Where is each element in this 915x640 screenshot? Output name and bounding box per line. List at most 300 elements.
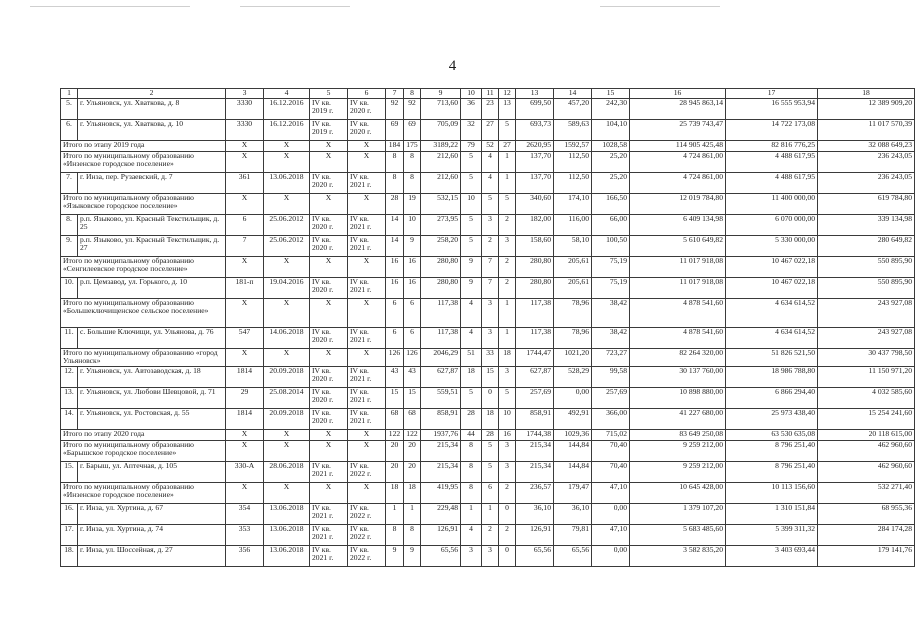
column-number-header: [61, 89, 915, 99]
table-cell: X: [264, 482, 310, 503]
table-row: [61, 277, 915, 298]
table-row: [61, 214, 915, 235]
table-row: [61, 235, 915, 256]
table-cell: 236,57: [516, 482, 554, 503]
table-cell: X: [226, 348, 264, 366]
table-cell: 58,10: [554, 235, 592, 256]
table-cell: 122: [404, 429, 421, 440]
table-cell: 27: [499, 140, 516, 151]
table-cell: 83 649 250,08: [630, 429, 726, 440]
table-cell: 4 724 861,00: [630, 151, 726, 172]
table-cell: 18: [499, 348, 516, 366]
table-cell: 28.06.2018: [264, 461, 310, 482]
table-cell: 68: [386, 408, 404, 429]
table-cell: 75,19: [592, 256, 630, 277]
table-cell: 6 866 294,40: [726, 387, 818, 408]
table-cell: 28: [386, 193, 404, 214]
table-cell: 8: [386, 151, 404, 172]
table-cell: 9: [404, 545, 421, 566]
table-cell: 10 467 022,18: [726, 277, 818, 298]
table-cell: 20: [386, 461, 404, 482]
table-cell: 4 032 585,60: [818, 387, 915, 408]
table-cell: 179 141,76: [818, 545, 915, 566]
table-cell: 699,50: [516, 98, 554, 119]
table-cell: 243 927,08: [818, 298, 915, 327]
table-cell: 11 017 570,39: [818, 119, 915, 140]
table-cell: Итого по муниципальному образованию «Инзенское городское поселение»: [61, 482, 226, 503]
column-number: 7: [386, 89, 404, 99]
table-cell: 47,10: [592, 482, 630, 503]
table-cell: X: [264, 256, 310, 277]
table-cell: 38,42: [592, 298, 630, 327]
table-cell: 1937,76: [421, 429, 461, 440]
table-cell: 550 895,90: [818, 277, 915, 298]
total-row: [61, 429, 915, 440]
table-cell: 4 488 617,95: [726, 151, 818, 172]
column-number: 16: [630, 89, 726, 99]
table-cell: 25,20: [592, 172, 630, 193]
table-cell: 1814: [226, 366, 264, 387]
table-cell: 25,20: [592, 151, 630, 172]
table-cell: 122: [386, 429, 404, 440]
table-cell: IV кв. 2020 г.: [310, 327, 348, 348]
table-cell: 280,80: [516, 277, 554, 298]
table-cell: 112,50: [554, 172, 592, 193]
total-row: [61, 348, 915, 366]
table-cell: 5 683 485,60: [630, 524, 726, 545]
table-cell: 13.06.2018: [264, 524, 310, 545]
table-cell: X: [264, 348, 310, 366]
table-row: [61, 327, 915, 348]
table-cell: X: [226, 193, 264, 214]
table-cell: 4: [482, 172, 499, 193]
table-cell: 0: [482, 387, 499, 408]
column-number: 9: [421, 89, 461, 99]
table-cell: 1028,58: [592, 140, 630, 151]
table-cell: 51 826 521,50: [726, 348, 818, 366]
table-cell: 175: [404, 140, 421, 151]
table-cell: 3330: [226, 98, 264, 119]
table-cell: X: [226, 298, 264, 327]
table-cell: 4: [461, 524, 482, 545]
column-number: 10: [461, 89, 482, 99]
table-cell: 18: [482, 408, 499, 429]
table-cell: 43: [404, 366, 421, 387]
table-cell: 3189,22: [421, 140, 461, 151]
table-cell: 144,84: [554, 461, 592, 482]
scan-artifact: [30, 6, 190, 7]
table-cell: 693,73: [516, 119, 554, 140]
total-row: [61, 256, 915, 277]
total-row: [61, 193, 915, 214]
table-cell: 356: [226, 545, 264, 566]
table-cell: 16.: [61, 503, 78, 524]
table-cell: 36,10: [516, 503, 554, 524]
table-cell: 4 878 541,60: [630, 327, 726, 348]
table-cell: 1021,20: [554, 348, 592, 366]
table-cell: X: [226, 151, 264, 172]
table-cell: IV кв. 2020 г.: [310, 366, 348, 387]
table-cell: IV кв. 2020 г.: [348, 98, 386, 119]
table-cell: 205,61: [554, 277, 592, 298]
table-cell: 51: [461, 348, 482, 366]
table-cell: г. Ульяновск, ул. Хваткова, д. 10: [78, 119, 226, 140]
table-row: [61, 461, 915, 482]
table-cell: 6 070 000,00: [726, 214, 818, 235]
table-cell: IV кв. 2020 г.: [310, 172, 348, 193]
table-cell: 1744,47: [516, 348, 554, 366]
column-number: 13: [516, 89, 554, 99]
table-cell: 182,00: [516, 214, 554, 235]
table-cell: г. Ульяновск, ул. Хваткова, д. 8: [78, 98, 226, 119]
table-cell: 3: [482, 214, 499, 235]
table-cell: 4 724 861,00: [630, 172, 726, 193]
table-cell: IV кв. 2021 г.: [310, 461, 348, 482]
total-row: [61, 298, 915, 327]
table-cell: 52: [482, 140, 499, 151]
table-cell: IV кв. 2019 г.: [310, 98, 348, 119]
table-cell: 3: [499, 235, 516, 256]
table-cell: 20: [404, 461, 421, 482]
table-cell: 462 960,60: [818, 440, 915, 461]
table-cell: г. Ульяновск, ул. Любови Шевцовой, д. 71: [78, 387, 226, 408]
table-cell: 462 960,60: [818, 461, 915, 482]
table-cell: 5 330 000,00: [726, 235, 818, 256]
table-cell: 1: [386, 503, 404, 524]
table-cell: X: [348, 429, 386, 440]
table-cell: 10 898 880,00: [630, 387, 726, 408]
table-cell: 3: [499, 366, 516, 387]
table-cell: 354: [226, 503, 264, 524]
table-cell: 112,50: [554, 151, 592, 172]
table-cell: 8: [461, 482, 482, 503]
table-cell: 532 271,40: [818, 482, 915, 503]
table-cell: 16: [386, 277, 404, 298]
table-cell: 4: [461, 298, 482, 327]
table-cell: IV кв. 2021 г.: [310, 545, 348, 566]
table-cell: 212,60: [421, 172, 461, 193]
table-cell: 6: [386, 298, 404, 327]
table-cell: X: [226, 429, 264, 440]
table-cell: 16: [404, 256, 421, 277]
table-cell: 2046,29: [421, 348, 461, 366]
table-cell: 126: [386, 348, 404, 366]
table-cell: 10 467 022,18: [726, 256, 818, 277]
table-cell: 78,96: [554, 298, 592, 327]
table-cell: г. Инза, ул. Хуртина, д. 74: [78, 524, 226, 545]
table-cell: 16.12.2016: [264, 119, 310, 140]
table-cell: 2: [499, 277, 516, 298]
table-cell: X: [264, 429, 310, 440]
table-cell: Итого по муниципальному образованию «город Ульяновск»: [61, 348, 226, 366]
table-cell: X: [226, 140, 264, 151]
table-cell: 12 389 909,20: [818, 98, 915, 119]
table-cell: 16.12.2016: [264, 98, 310, 119]
table-cell: 4 878 541,60: [630, 298, 726, 327]
table-cell: 117,38: [421, 298, 461, 327]
table-cell: 619 784,80: [818, 193, 915, 214]
table-cell: 353: [226, 524, 264, 545]
table-cell: X: [226, 482, 264, 503]
table-cell: 11 017 918,08: [630, 256, 726, 277]
table-cell: 25.08.2014: [264, 387, 310, 408]
table-cell: 179,47: [554, 482, 592, 503]
column-number: 8: [404, 89, 421, 99]
table-cell: 23: [482, 98, 499, 119]
table-cell: 16: [499, 429, 516, 440]
table-cell: 419,95: [421, 482, 461, 503]
table-cell: 5 399 311,32: [726, 524, 818, 545]
table-cell: 25 973 438,40: [726, 408, 818, 429]
table-cell: г. Инза, ул. Хуртина, д. 67: [78, 503, 226, 524]
table-cell: 6: [386, 327, 404, 348]
table-cell: 532,15: [421, 193, 461, 214]
table-cell: 236 243,05: [818, 151, 915, 172]
table-row: [61, 503, 915, 524]
table-cell: 11.: [61, 327, 78, 348]
table-row: [61, 524, 915, 545]
table-cell: 3: [482, 298, 499, 327]
table-cell: 32 088 649,23: [818, 140, 915, 151]
table-cell: X: [310, 482, 348, 503]
table-cell: 5 610 649,82: [630, 235, 726, 256]
table-cell: 9: [461, 277, 482, 298]
table-cell: IV кв. 2021 г.: [348, 172, 386, 193]
table-cell: 0,00: [592, 503, 630, 524]
table-cell: 15: [482, 366, 499, 387]
table-cell: 38,42: [592, 327, 630, 348]
table-cell: 339 134,98: [818, 214, 915, 235]
table-cell: IV кв. 2019 г.: [310, 119, 348, 140]
table-cell: 8: [461, 461, 482, 482]
table-cell: 3: [499, 440, 516, 461]
table-cell: IV кв. 2022 г.: [348, 545, 386, 566]
table-cell: 18 986 788,80: [726, 366, 818, 387]
table-cell: 550 895,90: [818, 256, 915, 277]
table-cell: 158,60: [516, 235, 554, 256]
table-cell: 14: [386, 235, 404, 256]
table-cell: 6: [404, 298, 421, 327]
table-cell: 174,10: [554, 193, 592, 214]
total-row: [61, 151, 915, 172]
table-cell: 10 645 428,00: [630, 482, 726, 503]
table-cell: 184: [386, 140, 404, 151]
page-number: 4: [448, 58, 457, 74]
table-cell: 18: [461, 366, 482, 387]
table-cell: 5: [499, 387, 516, 408]
table-cell: 9: [404, 235, 421, 256]
table-cell: г. Ульяновск, ул. Ростовская, д. 55: [78, 408, 226, 429]
table-cell: IV кв. 2020 г.: [310, 387, 348, 408]
table-cell: 858,91: [516, 408, 554, 429]
table-cell: Итого по муниципальному образованию «Инзенское городское поселение»: [61, 151, 226, 172]
table-cell: 69: [404, 119, 421, 140]
table-cell: 3 403 693,44: [726, 545, 818, 566]
table-cell: 2: [499, 524, 516, 545]
table-cell: 1: [499, 327, 516, 348]
table-cell: 25.06.2012: [264, 214, 310, 235]
column-number: 11: [482, 89, 499, 99]
table-cell: X: [348, 440, 386, 461]
table-cell: 41 227 680,00: [630, 408, 726, 429]
table-cell: IV кв. 2020 г.: [310, 408, 348, 429]
table-cell: 5: [461, 235, 482, 256]
table-cell: 25 739 743,47: [630, 119, 726, 140]
table-cell: 2: [482, 235, 499, 256]
table-cell: 9 259 212,00: [630, 461, 726, 482]
table-cell: 4 634 614,52: [726, 327, 818, 348]
table-cell: 18: [404, 482, 421, 503]
table-cell: 9 259 212,00: [630, 440, 726, 461]
table-cell: 28 945 863,14: [630, 98, 726, 119]
table-cell: 2: [499, 482, 516, 503]
table-cell: 547: [226, 327, 264, 348]
table-cell: 82 816 776,25: [726, 140, 818, 151]
table-cell: 340,60: [516, 193, 554, 214]
table-cell: X: [226, 440, 264, 461]
table-cell: 20: [386, 440, 404, 461]
table-cell: X: [310, 193, 348, 214]
table-cell: IV кв. 2021 г.: [348, 327, 386, 348]
table-cell: 7: [482, 256, 499, 277]
table-cell: 8: [461, 440, 482, 461]
column-number: 18: [818, 89, 915, 99]
table-cell: 126: [404, 348, 421, 366]
table-cell: 3: [482, 545, 499, 566]
table-cell: X: [310, 140, 348, 151]
table-cell: р.п. Языково, ул. Красный Текстильщик, д. 27: [78, 235, 226, 256]
table-cell: 257,69: [592, 387, 630, 408]
table-cell: 8: [404, 151, 421, 172]
table-cell: р.п. Цемзавод, ул. Горького, д. 10: [78, 277, 226, 298]
table-cell: 116,00: [554, 214, 592, 235]
table-cell: 16 555 953,94: [726, 98, 818, 119]
table-cell: 8: [386, 524, 404, 545]
table-cell: 43: [386, 366, 404, 387]
table-cell: IV кв. 2021 г.: [348, 366, 386, 387]
column-number: 3: [226, 89, 264, 99]
table-row: [61, 98, 915, 119]
table-cell: 5.: [61, 98, 78, 119]
table-cell: 6: [404, 327, 421, 348]
table-cell: 10.: [61, 277, 78, 298]
table-cell: г. Ульяновск, ул. Автозаводская, д. 18: [78, 366, 226, 387]
column-number: 12: [499, 89, 516, 99]
table-cell: 280,80: [516, 256, 554, 277]
table-cell: 0,00: [554, 387, 592, 408]
table-cell: 36: [461, 98, 482, 119]
table-cell: 63 530 635,08: [726, 429, 818, 440]
table-cell: 68: [404, 408, 421, 429]
table-cell: 15: [404, 387, 421, 408]
table-cell: 5: [499, 119, 516, 140]
table-row: [61, 172, 915, 193]
table-cell: 16: [404, 277, 421, 298]
table-cell: X: [264, 193, 310, 214]
table-cell: 1: [499, 298, 516, 327]
table-cell: X: [348, 298, 386, 327]
table-cell: 6.: [61, 119, 78, 140]
table-cell: 100,50: [592, 235, 630, 256]
table-cell: 78,96: [554, 327, 592, 348]
table-cell: 6 409 134,98: [630, 214, 726, 235]
table-cell: 20 118 615,00: [818, 429, 915, 440]
table-cell: 0: [499, 503, 516, 524]
table-cell: 117,38: [516, 327, 554, 348]
column-number: 1: [61, 89, 78, 99]
table-cell: 25.06.2012: [264, 235, 310, 256]
table-cell: 0,00: [592, 545, 630, 566]
table-cell: 16: [386, 256, 404, 277]
table-cell: 14.06.2018: [264, 327, 310, 348]
table-cell: 28: [482, 429, 499, 440]
table-row: [61, 545, 915, 566]
table-cell: 7.: [61, 172, 78, 193]
table-cell: 280 649,82: [818, 235, 915, 256]
table-cell: X: [348, 193, 386, 214]
table-cell: X: [348, 482, 386, 503]
table-cell: 2: [482, 524, 499, 545]
table-cell: 20.09.2018: [264, 366, 310, 387]
table-cell: 70,40: [592, 461, 630, 482]
table-cell: 5: [461, 151, 482, 172]
table-cell: 528,29: [554, 366, 592, 387]
total-row: [61, 140, 915, 151]
column-number: 2: [78, 89, 226, 99]
table-cell: с. Большие Ключищи, ул. Ульянова, д. 76: [78, 327, 226, 348]
table-cell: IV кв. 2021 г.: [348, 387, 386, 408]
table-cell: 205,61: [554, 256, 592, 277]
table-cell: 9: [386, 545, 404, 566]
table-cell: 4: [461, 327, 482, 348]
table-cell: Итого по этапу 2020 года: [61, 429, 226, 440]
table-cell: 2620,95: [516, 140, 554, 151]
table-cell: 32: [461, 119, 482, 140]
table-cell: 70,40: [592, 440, 630, 461]
table-cell: 6: [482, 482, 499, 503]
table-cell: X: [310, 151, 348, 172]
table-cell: 117,38: [516, 298, 554, 327]
table-cell: X: [348, 151, 386, 172]
table-cell: 5: [482, 440, 499, 461]
table-cell: 627,87: [421, 366, 461, 387]
table-cell: X: [348, 348, 386, 366]
table-cell: 5: [482, 193, 499, 214]
table-cell: Итого по этапу 2019 года: [61, 140, 226, 151]
table-cell: 3: [499, 461, 516, 482]
total-row: [61, 440, 915, 461]
table-cell: 5: [482, 461, 499, 482]
table-cell: 0: [499, 545, 516, 566]
table-cell: 15 254 241,60: [818, 408, 915, 429]
table-cell: 117,38: [421, 327, 461, 348]
table-cell: 20: [404, 440, 421, 461]
table-cell: 10: [499, 408, 516, 429]
table-cell: г. Инза, пер. Рузаевский, д. 7: [78, 172, 226, 193]
table-cell: Итого по муниципальному образованию «Сенгилеевское городское поселение»: [61, 256, 226, 277]
table-cell: Итого по муниципальному образованию «Языковское городское поселение»: [61, 193, 226, 214]
table-cell: X: [264, 298, 310, 327]
table-cell: 10 113 156,60: [726, 482, 818, 503]
table-cell: 858,91: [421, 408, 461, 429]
table-cell: 1: [499, 151, 516, 172]
table-cell: 11 017 918,08: [630, 277, 726, 298]
table-cell: 559,51: [421, 387, 461, 408]
table-cell: IV кв. 2021 г.: [348, 214, 386, 235]
column-number: 6: [348, 89, 386, 99]
scan-artifact: [240, 6, 350, 7]
table-cell: 69: [386, 119, 404, 140]
